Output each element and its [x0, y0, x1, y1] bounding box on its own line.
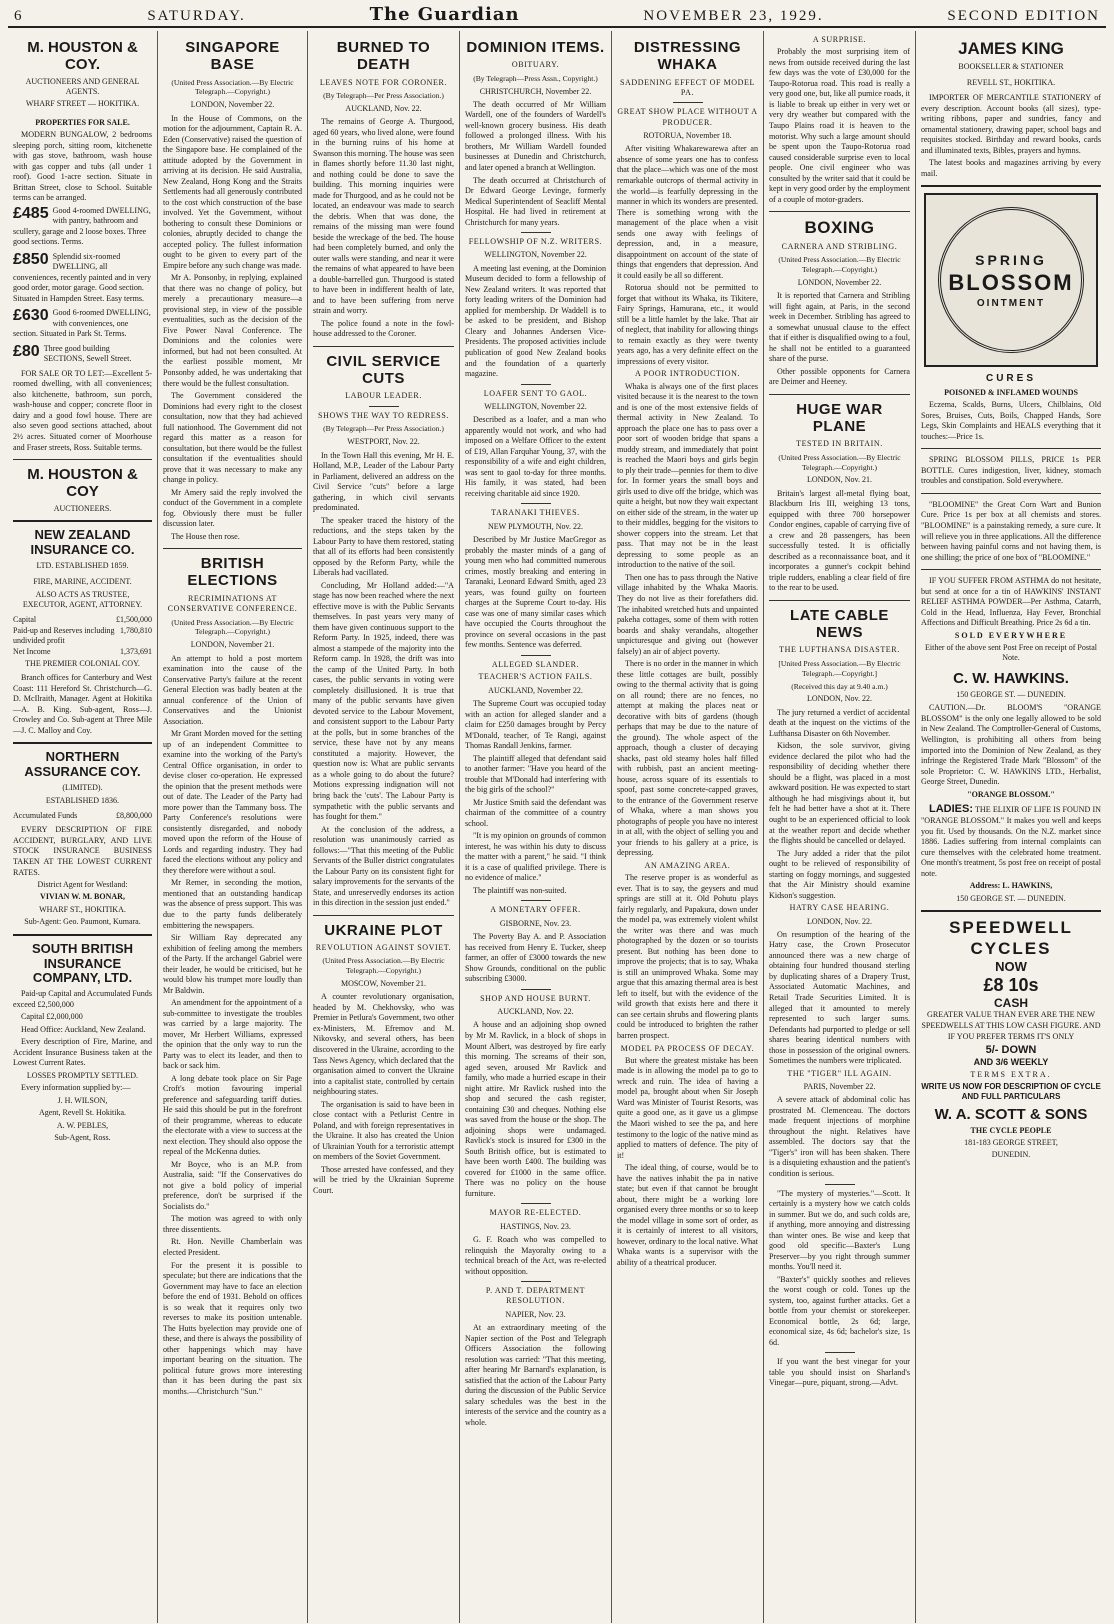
divider	[769, 211, 910, 212]
hatry-subhead: HATRY CASE HEARING.	[789, 903, 890, 913]
whaka-p2: Rotorua should not be permitted to forget that without its Whaka, its Tikitere, Fairy Springs, Hamurana, etc., it would still be a little hamlet by the lake. That air of neglect, that inability for allowing things to remain exactly as they were twenty years ago, has a very definite effect on the impressions of every visitor.	[617, 283, 758, 366]
singapore-headline: SINGAPORE BASE	[185, 39, 280, 74]
plane-credit: (United Press Association.—By Electric Telegraph.—Copyright.)	[778, 452, 901, 472]
bonar-name: VIVIAN W. M. BONAR,	[40, 892, 125, 902]
mayor-p1: G. F. Roach who was compelled to relinquish the Mayoralty owing to a technical breach of the Act, was re-elected without opposition.	[465, 1235, 606, 1276]
column-1	[8, 31, 158, 1623]
divider	[369, 406, 399, 407]
ukraine-p1: A counter revolutionary organisation, headed by M. Chekhovsky, who was Premier in Petlura's Government, two other ex-Ministers, M. Efremov and M. Nikovsky, and several others, has been discovered in the Ukraine, according to the Tass News Agency, which declared that the organisation aimed to convert the Ukraine into a capitalist state, controlled by certain neighbouring states.	[313, 992, 454, 1097]
singapore-dateline: LONDON, November 22.	[190, 100, 275, 110]
divider	[521, 900, 551, 901]
either-line: Either of the above sent Post Free on receipt of Postal Note.	[925, 643, 1097, 663]
obituary-p2: The death occurred at Christchurch of Dr Edward George Levinge, formerly Medical Superintendent of Seacliff Mental Hospital. He had lived in retirement at Christchurch for many years.	[465, 175, 606, 227]
hatry-dateline: LONDON, Nov. 22.	[806, 916, 873, 926]
slander-p5: The plaintiff was non-suited.	[473, 885, 567, 895]
nzi-acts: ALSO ACTS AS TRUSTEE, EXECUTOR, AGENT, ATTORNEY.	[22, 589, 143, 609]
property-4: £630 Good 6-roomed DWELLING, with conveniences, one section. Situated in Park St. Terms.	[13, 307, 151, 339]
sbi-title: SOUTH BRITISH INSURANCE COMPANY, LTD.	[31, 940, 134, 986]
pt-p1: At an extraordinary meeting of the Napier section of the Post and Telegraph Officers Association the following resolution was carried: "That this meeting, after hearing Mr Barnard's explanation, is satisfied that the action of the Labour Party during the discussion of the Public Service salary schedules was the best in the interests of the service and the country as a whole.	[465, 1323, 606, 1427]
british-p10: For the present it is possible to speculate; but there are indications that the Government may have to face an election before the end of 1931. Behold on offices is so weak that it requires only two reverses to make its position untenable. The Hutts byelection may provide one of these, and there is always the possibility of other happenings which may have important bearing on the situation. The political future grows more interesting than it has been during the past six months.—Christchurch "Sun."	[163, 1260, 302, 1396]
divider	[921, 185, 1101, 187]
loafer-subhead: LOAFER SENT TO GAOL.	[483, 388, 588, 398]
ukraine-subhead: REVOLUTION AGAINST SOVIET.	[315, 942, 452, 952]
masthead	[8, 4, 1106, 28]
whaka-p1: After visiting Whakarewarewa after an absence of some years one has to confess that the place—which was one of the most remarkable outcrops of thermal activity in the world—is fearfully depressing in the manner in which its wonders are presented. There is something wrong with the management of the place when a visit sends one away with feelings of depression, and, in a measure, disappointment on account of the state of things that engenders that depression. And it could easily be all so different.	[617, 144, 758, 280]
property-1: MODERN BUNGALOW, 2 bedrooms sleeping porch, sitting room, kitchenette with gas stove, bathroom, wash house with gas copper and tubs (all under 1 roof). Good 1-acre section. Situate in Brittan Street, close to School. Suitable terms can be arranged.	[13, 130, 152, 203]
wilson-address: Agent, Revell St. Hokitika.	[38, 1108, 127, 1118]
civil-p4: At the conclusion of the address, a resolution was unanimously carried as follows:—"That this meeting of the Public Servants of the Buller district congratulates the Labour Party on its consistent fight for salary improvements for the servants of the State, and unreservedly endorses its action in this direction in the session just ended."	[313, 824, 454, 908]
cures-text: Eczema, Scalds, Burns, Ulcers, Chilblains, Old Sores, Bruises, Cuts, Boils, Chapped Hands, Sore Legs, Skin Complaints and HEALS everything that it touches:—Price 1s.	[921, 400, 1101, 441]
northern-est: ESTABLISHED 1836.	[45, 795, 120, 805]
divider	[521, 989, 551, 990]
divider	[163, 548, 302, 549]
scott-sub: THE CYCLE PEOPLE	[970, 1125, 1052, 1135]
ukraine-headline: UKRAINE PLOT	[324, 921, 443, 939]
address-line: Address: L. HAWKINS,	[969, 881, 1053, 891]
cures-heading: CURES	[985, 373, 1036, 385]
obituary-p1: The death occurred of Mr William Wardell, one of the founders of Wardell's well-known grocery business. His death followed a prolonged illness. With his brothers, Mr William Wardell founded businesses at Dunedin and Christchurch, and later opened a branch at Wellington.	[465, 99, 606, 172]
net-row: Net Income 1,373,691	[13, 646, 152, 656]
divider	[769, 394, 910, 395]
mayor-dateline: HASTINGS, Nov. 23.	[500, 1221, 571, 1231]
plane-p1: Britain's largest all-metal flying boat, Blackburn Iris III, weighing 13 tons, equipped with three 700 horsepower Condor engines, capable of carrying five of a crew and 28 passengers, has been successfully tested. It is officially described as a reconnaissance boat, and it incorporates a gunner's cockpit behind triple rudders, enabling a clear field of fire to the rear to be used.	[769, 488, 910, 593]
page-number: 6	[14, 8, 24, 24]
divider	[521, 1203, 551, 1204]
taranaki-p1: Described by Mr Justice MacGregor as probably the master minds of a gang of young men who had committed numerous crimes, mostly breaking and entering in Taranaki, Leonard Edward Smith, aged 23 years, was found guilty on fourteen charges at the Supreme Court to-day. His case was one of many similar cases which have occupied the Courts throughout the province on several occasions in the past few months. Sentence was deferred.	[465, 535, 606, 650]
boxing-p2: Other possible opponents for Carnera are Deimer and Heeney.	[769, 366, 910, 387]
whaka-p3: Whaka is always one of the first places visited because it is the nearest to the town and is one of the most extensive fields of thermal activity in New Zealand. To approach the place one has to pass over a poor sort of wooden bridge that spans a muddy stream, and immediately that point is reached the Maori boys and girls begin to ply their trade—pennies for them to dive for. In former years the small boys and girls used to dive off the bridge, which was quite a height, but now they wait expectant on either side of the stream, in the water up to their middles, begging for the visitors to shower coppers into the stream. Let that pass. That may not be in the least depressing to some people as an introduction to the native of the soil.	[617, 381, 758, 570]
northern-title: NORTHERN ASSURANCE COY.	[24, 749, 141, 780]
divider	[521, 655, 551, 656]
boxing-credit: (United Press Association.—By Electric Telegraph.—Copyright.)	[778, 255, 901, 274]
spring-blossom-seal-image	[924, 193, 1098, 367]
tiger-dateline: PARIS, November 22.	[803, 1081, 876, 1091]
ukraine-dateline: MOSCOW, November 21.	[340, 979, 427, 989]
obituary-dateline: CHRISTCHURCH, November 22.	[479, 86, 592, 96]
orange-blossom-heading: "ORANGE BLOSSOM."	[967, 789, 1055, 799]
houston2-title: M. HOUSTON & COY	[27, 466, 138, 501]
boxing-dateline: LONDON, November 22.	[797, 277, 882, 287]
divider	[673, 102, 703, 103]
cable-headline: LATE CABLE NEWS	[790, 606, 889, 642]
british-subhead: RECRIMINATIONS AT CONSERVATIVE CONFERENCE.	[167, 593, 298, 614]
slander-subhead-1: ALLEGED SLANDER.	[491, 659, 580, 669]
branch-text: Branch offices for Canterbury and West Coast: 111 Hereford St. Christchurch—G. D. McIlraith, Manager. Agent at Hokitika—A. B. King. Sub-agent, Ross—J. Crowley and Co. Sub-agent at Three Mile—J. C. Malloy and Coy.	[13, 673, 152, 735]
british-headline: BRITISH ELECTIONS	[187, 555, 278, 590]
slander-dateline: AUCKLAND, November 22.	[488, 685, 583, 695]
speedwell-cycles: CYCLES	[970, 938, 1052, 958]
speedwell-write: WRITE US NOW FOR DESCRIPTION OF CYCLE AND FULL PARTICULARS	[921, 1082, 1101, 1101]
fellowship-dateline: WELLINGTON, November 22.	[484, 250, 587, 260]
divider	[521, 1281, 551, 1282]
sbi-paid: Paid-up Capital and Accumulated Funds exceed £2,500,000	[13, 989, 152, 1009]
slander-p2: The plaintiff alleged that defendant said to another farmer: "Have you heard of the trouble that M'Donald had interfering with the big girls of the school?"	[465, 753, 606, 795]
column-6	[764, 31, 916, 1623]
plane-subhead: TESTED IN BRITAIN.	[796, 439, 883, 449]
king-title: JAMES KING	[958, 39, 1064, 58]
whaka-p5: There is no order in the manner in which these little cottages are built, possibly owing to the thermal activity that is going on all round; there are no fences, no attempt at making the places neat or decorative with bits of gardens (though perhaps that may be due to the nature of the ground). The whole aspect of the approach, though a cluster of decaying shacks, past old steamy holes half filled with rubbish, past an ancient meeting-house, across square of its essentials to spoof, past some concrete-capped graves, to the entrance of the Government reserve of Whaka, where a man shows you photographs of people you have no interest in at all, with the object of selling you and your friends to his gallery at a price, is depressing.	[617, 659, 758, 858]
column-2	[158, 31, 308, 1623]
civil-p2: The speaker traced the history of the reductions, and the steps taken by the Labour Party to have them restored, stating that all of its efforts had been consistently opposed by the Reform Party, while the Liberals had vacillated.	[313, 515, 454, 578]
british-p7: Mr Boyce, who is an M.P. from Australia, said: "If the Conservatives do not give a bold policy of imperial preference, don't be surprised if the Socialists do."	[163, 1159, 302, 1211]
divider	[521, 232, 551, 233]
northern-desc: EVERY DESCRIPTION OF FIRE ACCIDENT, BURGLARY, AND LIVE STOCK INSURANCE BUSINESS TAKEN AT THE LOWEST CURRENT RATES.	[13, 825, 152, 877]
divider	[825, 1352, 855, 1353]
taranaki-subhead: TARANAKI THIEVES.	[491, 508, 580, 518]
column-4	[460, 31, 612, 1623]
plane-headline: HUGE WAR PLANE	[796, 400, 883, 436]
peebles-name: A. W. PEBLES,	[56, 1120, 109, 1130]
obituary-credit: (By Telegraph—Press Assn., Copyright.)	[473, 73, 598, 83]
lufthansa-credit: [United Press Association.—By Electric Telegraph.—Copyright.]	[778, 658, 901, 678]
slander-p1: The Supreme Court was occupied today with an action for alleged slander and a claim for £250 damages brought by Percy M'Donald, teacher, of Te Rangi, against Thomas Randall Jenkins, farmer.	[465, 699, 606, 751]
shop-dateline: AUCKLAND, Nov. 22.	[497, 1007, 574, 1017]
speedwell-cash: CASH	[993, 996, 1028, 1011]
singapore-p3: The Government considered the Dominions had every right to the closest consultation, now that they had achieved full nationhood. The Government did not regard this matter as a reason for consultation, but there would be the fullest consultation if the eventualities should prove that it was necessary to make any change in policy.	[163, 391, 302, 485]
british-p9: Rt. Hon. Neville Chamberlain was elected President.	[163, 1237, 302, 1257]
sbi-desc: Every description of Fire, Marine, and Accident Insurance Business taken at the Lowest Current Rates.	[13, 1037, 152, 1068]
singapore-credit: (United Press Association.—By Electric Telegraph.—Copyright.)	[171, 77, 294, 97]
amazing-subhead: AN AMAZING AREA.	[644, 860, 731, 870]
ukraine-p3: Those arrested have confessed, and they will be tried by the Ukrainian Supreme Court.	[313, 1164, 454, 1195]
capital-row: Capital £1,500,000	[13, 615, 152, 625]
king-p1: IMPORTER OF MERCANTILE STATIONERY of every description. Account books (all sizes), type-writing ribbons, paper and sundries, fancy and ornamental stationery, drawing paper, school bags and requisites stocked. Birthday and reward books, cards and illuminated texts, Bibles, prayers and hymns.	[921, 93, 1101, 155]
divider	[921, 569, 1101, 570]
whaka-headline: DISTRESSING WHAKA	[633, 39, 742, 74]
divider	[521, 503, 551, 504]
lufthansa-dateline: LONDON, Nov. 22.	[806, 694, 873, 704]
column-7	[916, 31, 1106, 1623]
divider	[313, 346, 454, 347]
boxing-subhead: CARNERA AND STRIBLING.	[781, 241, 898, 251]
caution-text: CAUTION.—Dr. BLOOM'S "ORANGE BLOSSOM" is the only one legally allowed to be sold in New Zealand. The Comptroller-General of Customs, Wellington, is prohibiting all others from being imported into the Dominion of New Zealand, as they infringe the Registered Trade Mark "Blossom" of the sole Proprietor: C. W. HAWKINS LTD., Herbalist, George Street, Dunedin.	[921, 703, 1101, 787]
masthead-title: The Guardian	[369, 4, 520, 25]
property-2: £485 Good 4-roomed DWELLING, with pantry, bathroom and scullery, garage and 2 loose boxes. Three good sections. Terms.	[13, 204, 151, 247]
british-credit: (United Press Association.—By Electric Telegraph.—Copyright.)	[171, 617, 294, 637]
surprise-p1: Probably the most surprising item of news from outside received during the last few days was the vote of £30,000 for the Taupo-Rotorua road. This road is really a very good one, but, like all pumice roads, it is liable to break up either in very wet or very dry weather but compared with the Taupo Plains road it is heaven to the motorist. Why such a large amount should be spent upon the Taupo-Rotorua road caused considerable surprise even to local people. One civil engineer who was consulted by the writer said that it could be kept in very good order by the employment of a couple of motor-graders.	[769, 47, 910, 204]
hawkins-title: C. W. HAWKINS.	[953, 669, 1069, 687]
district-line: District Agent for Westland:	[37, 880, 128, 890]
slander-p4: "It is my opinion on grounds of common interest, he was within his duty to discuss the matter with a parent," he said. "I think it is a case of qualified privilege. There is no evidence of malice."	[465, 831, 606, 883]
civil-subhead-2: SHOWS THE WAY TO REDRESS.	[318, 410, 449, 420]
bloomine-text: "BLOOMINE" the Great Corn Wart and Bunion Cure. Price 1s per box at all chemists and stores. "BLOOMINE" is a painstaking remedy, a sure cure. It will relieve you in three applications. All the difference between having painful corns and not having them, is one shilling; the price of one box of "BLOOMINE."	[921, 499, 1101, 562]
whaka-subhead-1: SADDENING EFFECT OF MODEL PA.	[619, 77, 756, 97]
lufthansa-received: (Received this day at 9.40 a.m.)	[791, 681, 888, 691]
tiger-subhead: THE "TIGER" ILL AGAIN.	[787, 1068, 892, 1078]
houston-title: M. HOUSTON & COY.	[27, 39, 138, 74]
singapore-p4: Mr Amery said the reply involved the conduct of the Government in a complete fog. Obviously there must be fuller discussion later.	[163, 487, 302, 529]
premier-line: THE PREMIER COLONIAL COY.	[25, 658, 140, 668]
properties-heading: PROPERTIES FOR SALE.	[35, 117, 130, 127]
civil-p3: Concluding, Mr Holland added:—"A stage has now been reached where the next effective move is with the Public Servants themselves. In past years very many of them have given continuous support to the Reform Party. In 1925, indeed, there was almost a stampede of the majority into the Reform camp. In 1928, the drift was into the camp of the United Party. In both cases, the public servants in voting were completely disillusioned. It is true that many of the public servants have given devoted service to the Labour Movement, and consistent support to the Labour Party at the polls, but in some branches of the service, these have not by any means constituted a majority. However, the question now is: What are public servants as a whole going to do about the future? Motions expressing indignation will not bring back the 'cuts'. The Labour Party is sympathetic with the public servants and has fought for them."	[313, 580, 454, 822]
scott-address: 181-183 GEORGE STREET,	[964, 1137, 1058, 1147]
burned-dateline: AUCKLAND, Nov. 22.	[345, 103, 422, 113]
king-p2: The latest books and magazines arriving by every mail.	[921, 158, 1101, 178]
singapore-p1: In the House of Commons, on the motion for the adjournment, Captain R. A. Eden (Conservative) raised the question of the Singapore base. He complained of the attitude adopted by the Government in arriving at its decision. He said Australia, New Zealand, Hong Kong and the Straits Settlements had all generously contributed to the cost which construction of the base involved. Yet the Government, without bothering to consult these Dominions or colonies, abruptly decided to change the accepted policy. The fullest information ought to be given to every part of the Empire before any such change was made.	[163, 113, 302, 270]
property-let: FOR SALE OR TO LET:—Excellent 5-roomed dwelling, with all conveniences; also kitchenette, bathroom, sun porch, wash-house and copper; concrete floor in dairy and a good fowl house. There are also seven good sections attached, about 2½ acres. Situated corner of Moorhouse and Fraser streets, Ross. Suitable terms.	[13, 368, 152, 452]
houston-sub: AUCTIONEERS AND GENERAL AGENTS.	[25, 76, 140, 96]
divider	[921, 493, 1101, 494]
burned-credit: (By Telegraph—Per Press Association.)	[323, 90, 444, 100]
masthead-day: SATURDAY.	[147, 8, 246, 24]
british-p6: A long debate took place on Sir Page Croft's motion favouring imperial preference and safeguarding tariff duties. He said this should be put in the forefront of their programme, whereas to educate the electorate with a view to success at the next election. They should also oppose the repeal of the McKenna duties.	[163, 1073, 302, 1157]
divider	[313, 915, 454, 916]
sbi-info: Every information supplied by:—	[21, 1083, 131, 1093]
houston2-sub: AUCTIONEERS.	[53, 503, 112, 513]
sbi-losses: LOSSES PROMPTLY SETTLED.	[26, 1071, 139, 1080]
divider	[521, 384, 551, 385]
nzi-kinds: FIRE, MARINE, ACCIDENT.	[33, 577, 132, 587]
loafer-p1: Described as a loafer, and a man who apparently would not work, and who had imposed on a Welfare Officer to the extent of £19, Allan Farquhar Young, 37, with the responsibility of a wife and eight children, was sent to gaol to-day for three months. His family, it was stated, had been receiving charitable aid since 1920.	[465, 415, 606, 498]
boxing-headline: BOXING	[804, 218, 875, 238]
british-p3: Mr Remer, in seconding the motion, mentioned that an outstanding handicap was the absence of press support. This was due to the party funds deliberately embittering the newspapers.	[163, 878, 302, 930]
shop-p1: A house and an adjoining shop owned by Mr M. Ravlick, in a block of shops in Mount Albert, was destroyed by fire early this morning. The screams of their son, aged seven, aroused Mr Ravlick and family, who made a hurried escape in their night attire. Mr Ravlick rushed into the shop and secured the cash register, containing £30 and cheques. Nothing else was saved from the house or the shop. The adjoining shops were undamaged. Ravlick's stock is insured for £300 in the South British office, but is estimated to have been worth £400. The building was covered for £1000 in the same office. There was no policy on the house furniture.	[465, 1020, 606, 1198]
mystery-p1: "The mystery of mysteries."—Scott. It certainly is a mystery how we catch colds in summer. But we do, and such colds are, if anything, more annoying and distressing than winter ones. Be wise and keep that good old specific—Baxter's Lung Preserver—by you right through summer months. You'll need it.	[769, 1188, 910, 1272]
british-p4: Sir William Ray deprecated any exhibition of feeling among the members of the Party. If the archangel Gabriel were their leader, he would be criticised, but he would blow his trumpet more loudly than Mr Baldwin.	[163, 933, 302, 995]
divider	[825, 1184, 855, 1185]
divider	[921, 910, 1101, 912]
sold-everywhere: SOLD EVERYWHERE	[954, 630, 1068, 640]
civil-credit: (By Telegraph—Per Press Association.)	[323, 424, 444, 434]
british-p8: The motion was agreed to with only three dissentients.	[163, 1214, 302, 1234]
mayor-subhead: MAYOR RE-ELECTED.	[489, 1208, 582, 1218]
lufthansa-p1: The jury returned a verdict of accidental death at the inquest on the victims of the Lufthansa Disaster on 6th November.	[769, 707, 910, 738]
whaka-p7: But where the greatest mistake has been made is in allowing the model pa to go to wreck and ruin. The idea of having a model pa, brought about when Sir Joseph Ward was Minister of Tourist Resorts, was quite a good one, as it gave us a glimpse the Maori wished to see the pa, and here testimony to the logic of the native mind as applied to matters of defence. The pity of it!	[617, 1055, 758, 1160]
bonar-address: WHARF ST., HOKITIKA.	[39, 904, 126, 914]
british-p1: An attempt to hold a post mortem examination into the cause of the Conservative Party's failure at the recent General Election was badly beaten at the annual conference of the Union of Conservatives and the Unionist Association.	[163, 653, 302, 726]
scott-title: W. A. SCOTT & SONS	[934, 1105, 1088, 1123]
fellowship-p1: A meeting last evening, at the Dominion Museum decided to form a fellowship of New Zealand writers. It was reported that forty leading writers of the Dominion had applied for membership. Dr Waddell is to be asked to be president, and Bishop Cleary and Johannes Andersen Vice-Presidents. The proposed activities include publication of good New Zealand books and the foundation of a quarterly magazine.	[465, 263, 606, 379]
singapore-p5: The House then rose.	[171, 531, 240, 541]
vinegar-p: If you want the best vinegar for your table you should insist on Sharland's Vinegar—pure, piquant, strong.—Advt.	[769, 1357, 910, 1388]
plane-dateline: LONDON, Nov. 21.	[806, 475, 873, 485]
obituary-subhead: OBITUARY.	[511, 60, 560, 70]
model-subhead: MODEL PA PROCESS OF DECAY.	[620, 1043, 755, 1053]
boxing-p1: It is reported that Carnera and Stribling will fight again, at Paris, in the second week in December. Stribling has agreed to a somewhat unusual clause to the effect that if either is disqualified owing to a foul, he shall not be entitled to a guaranteed share of the purse.	[769, 291, 910, 364]
singapore-p2: Mr A. Ponsonby, in replying, explained that there was no change of policy, but merely a precautionary measure—a provisional step, in view of the possible eventualities, such as the decision of the Five Power Naval Conference. The Dominions and the colonies were informed, but had not been consulted. At the earliest possible moment, Mr Ponsonby added, he was undertaking that there would be the fullest consultation.	[163, 273, 302, 388]
hawkins2-address: 150 GEORGE ST. — DUNEDIN.	[956, 893, 1066, 903]
pt-subhead: P. AND T. DEPARTMENT RESOLUTION.	[485, 1286, 586, 1306]
shop-subhead: SHOP AND HOUSE BURNT.	[480, 993, 591, 1003]
monetary-dateline: GISBORNE, Nov. 23.	[499, 918, 572, 928]
masthead-edition: SECOND EDITION	[947, 8, 1100, 24]
northern-sub: (LIMITED).	[62, 783, 103, 793]
civil-dateline: WESTPORT, Nov. 22.	[347, 437, 420, 447]
lufthansa-subhead: THE LUFTHANSA DISASTER.	[779, 645, 900, 655]
king-address: REVELL ST., HOKITIKA.	[966, 77, 1056, 87]
speedwell-price: £8 10s	[983, 974, 1039, 995]
peebles-address: Sub-Agent, Ross.	[54, 1133, 111, 1143]
speedwell-text: GREATER VALUE THAN EVER ARE THE NEW SPEEDWELLS AT THIS LOW CASH FIGURE. AND IF YOU PREFER TERMS IT'S ONLY	[921, 1010, 1101, 1041]
burned-p1: The remains of George A. Thurgood, aged 60 years, who lived alone, were found in the burning ruins of his home at Swanson this morning. The house was seen in flames shortly before 11.30 last night, and nothing could be done to save the building. This morning inquiries were made for Thurgood, and as he could not be located, an endeavour was made to search the debris. When that was done, the remains of the missing man were found beside the wreckage of the bed. The house had been completely burned, and only the outer walls were standing, and near it were the remains of what appeared to have been a double-barrelled gun. Thurgood is stated to have been in indifferent health of late, and to have been suffering from nerve strain and worry.	[313, 117, 454, 316]
taranaki-dateline: NEW PLYMOUTH, Nov. 22.	[488, 521, 583, 531]
hawkins-address: 150 GEORGE ST. — DUNEDIN.	[956, 690, 1066, 700]
fellowship-subhead: FELLOWSHIP OF N.Z. WRITERS.	[468, 237, 603, 247]
whaka-p8: The ideal thing, of course, would be to have the natives inhabit the pa in native state; but even if that cannot be brought about, there might be a working lore organised every three months or so to keep the model village in some sort of order, as it is certainly of interest to all visitors, however, ordinary to the local native. What Whaka wants is a supervisor with the ability of a theatrical producer.	[617, 1163, 758, 1267]
slander-p3: Mr Justice Smith said the defendant was chairman of the committee of a country school.	[465, 797, 606, 828]
civil-headline: CIVIL SERVICE CUTS	[326, 352, 441, 388]
surprise-subhead: A SURPRISE.	[812, 35, 867, 44]
british-dateline: LONDON, November 21.	[190, 640, 275, 650]
lufthansa-p2: Kidson, the sole survivor, giving evidence declared the pilot who had the responsibility of deciding whether there should be a flight, was placed in a most awkward position. He was expected to start although he had misgivings about it, but felt he had better have a shot at it. There ought to be an experienced official to look at the weather report and decide whether the flights should be cancelled or delayed.	[769, 741, 910, 846]
lufthansa-p3: The Jury added a rider that the pilot ought to be relieved of responsibility of starting on foggy mornings, and suggested that the Air Ministry should examine Kidson's suggestion.	[769, 848, 910, 900]
nzi-sub: LTD. ESTABLISHED 1859.	[36, 560, 129, 570]
divider	[769, 600, 910, 601]
burned-p2: The police found a note in the fowl-house addressed to the Coroner.	[313, 318, 454, 339]
speedwell-title: SPEEDWELL	[949, 918, 1073, 938]
whaka-subhead-2: GREAT SHOW PLACE WITHOUT A PRODUCER.	[617, 107, 758, 127]
houston-address: WHARF STREET — HOKITIKA.	[25, 99, 140, 109]
speedwell-now: NOW	[995, 958, 1027, 974]
loafer-dateline: WELLINGTON, November 22.	[484, 401, 587, 411]
bonar-sub: Sub-Agent: Geo. Paumont, Kumara.	[24, 917, 141, 927]
speedwell-terms: TERMS EXTRA.	[970, 1070, 1052, 1080]
cures-sub: POISONED & INFLAMED WOUNDS	[944, 387, 1078, 397]
sbi-capital: Capital £2,000,000	[21, 1012, 83, 1022]
british-p5: An amendment for the appointment of a sub-committee to investigate the troubles was carried by a large majority. The mover, Mr Herbert Williams, expressed the opinion that the only way to run the Party was to elect its leader, and then to back or sack him.	[163, 998, 302, 1071]
burned-headline: BURNED TO DEATH	[336, 39, 431, 74]
divider	[921, 448, 1101, 449]
king-sub: BOOKSELLER & STATIONER	[958, 61, 1064, 71]
property-5: £80 Three good building SECTIONS, Sewell Street.	[13, 342, 132, 364]
nzi-title: NEW ZEALAND INSURANCE CO.	[30, 526, 135, 557]
ukraine-credit: (United Press Association.—By Electric Telegraph.—Copyright.)	[322, 956, 445, 976]
whaka-dateline: ROTORUA, November 18.	[643, 131, 732, 141]
burned-subhead: LEAVES NOTE FOR CORONER.	[319, 77, 448, 87]
tiger-p1: A severe attack of abdominal colic has prostrated M. Clemenceau. The doctors made frequent injections of morphine throughout the night. Relatives have assembled. The doctors say that the "Tiger's" iron will has been shaken. There is a disquieting exhaustion and the patient's condition is serious.	[769, 1095, 910, 1178]
divider	[13, 459, 152, 460]
whaka-p4: Then one has to pass through the Native village inhabited by the Whaka Maoris. They do not live as their forefathers did. The inhabited wretched huts and unpainted pakeha cottages, some of them with rotten boards and shaky verandahs, altogether unpicturesque and giving out (however falsely) an air of abject poverty.	[617, 572, 758, 656]
ladies-text: LADIES: THE ELIXIR OF LIFE IS FOUND IN "ORANGE BLOSSOM." It makes you well and keeps you fit. Used by thousands. On the N.Z. market since 1886. Ladies suffering from internal complaints can cure themselves with the celebrated home treatment. One month's treatment, 5s post free on receipt of postal note.	[921, 802, 1101, 878]
hatry-p1: On resumption of the hearing of the Hatry case, the Crown Prosecutor announced there was a new charge of obtaining four hundred thousand sterling by duplicating shares of a Drapery Trust, Associated Automatic Machines, and Retail Trade Securities Limited. It is alleged that it amounted to merely represented to such larger sums. Defendants had purported to pledge or sell shares bearing identical numbers with those in possession of the original owners. Sometimes the numbers were triplicated.	[769, 929, 910, 1066]
ukraine-p2: The organisation is said to have been in close contact with a Petlurist Centre in Poland, and with foreign representatives in the Ukraine. It also has created the Union of Ukrainian Youth for a terroristic attempt on members of the Soviet Government.	[313, 1099, 454, 1162]
slander-subhead-2: TEACHER'S ACTION FAILS.	[478, 672, 593, 682]
speedwell-down: 5/- DOWN	[985, 1044, 1037, 1057]
poor-subhead: A POOR INTRODUCTION.	[634, 369, 741, 379]
civil-subhead-1: LABOUR LEADER.	[345, 391, 422, 401]
monetary-p1: The Poverty Bay A. and P. Association has received from Henry E. Tucker, sheep farmer, an offer of £3000 towards the new Show Grounds, conditional on the public subscribing £3000.	[465, 932, 606, 984]
column-3	[308, 31, 460, 1623]
pills-text: SPRING BLOSSOM PILLS, PRICE 1s PER BOTTLE. Cures indigestion, liver, kidney, stomach troubles and constipation. Sold everywhere.	[921, 455, 1101, 486]
column-5	[612, 31, 764, 1623]
accum-row: Accumulated Funds £8,800,000	[13, 811, 152, 821]
masthead-date: NOVEMBER 23, 1929.	[643, 8, 824, 24]
property-3: £850 Splendid six-roomed DWELLING, all conveniences, recently painted and in very good order, motor garage. Good section. Situated in Hampden Street. Easy terms.	[13, 250, 151, 303]
wilson-name: J. H. WILSON,	[57, 1095, 108, 1105]
sbi-office: Head Office: Auckland, New Zealand.	[21, 1024, 146, 1034]
divider	[13, 934, 152, 936]
monetary-subhead: A MONETARY OFFER.	[490, 905, 581, 915]
british-p2: Mr Grant Morden moved for the setting up of an independent Committee to examine into the working of the Party's Central Office organisation, in order to devise closer co-operation. He expressed the opinion that the present methods were out of date. The Leader of the Party had more power than the Tammany boss. The Party Conference's resolutions were consistently disregarded, and nobody moved upon the reform of the House of Lords and regarding industry. They had faced the elections without any policy and they therefore were without a soul.	[163, 729, 302, 875]
dominion-headline: DOMINION ITEMS.	[466, 39, 605, 56]
paidup-row: Paid-up and Reserves including undivided profit 1,780,810	[13, 625, 152, 646]
whaka-p6: The reserve proper is as wonderful as ever. That is to say, the geysers and mud springs are still at it. Old Pohutu plays fairly regularly, and Papakura, down under the model pa, was extremely violent whilst the writer was there and was much photographed by the dozen or so tourists present. But nothing has been done to improve the projects; that is to say, Whaka is still an unimproved Whaka. Some may argue that this amazing thermal area is best left to itself, but with the evidence of the wild growth that exists here and there it can see certain shrubs and flowering plants could be introduced to brighten the rather barren prospect.	[617, 873, 758, 1040]
scott-city: DUNEDIN.	[991, 1150, 1031, 1160]
mystery-p2: "Baxter's" quickly soothes and relieves the worst cough or cold. Tones up the system, too, against further attacks. Get a bottle from your chemist or storekeeper. Economical bottle, 2s 6d; large, economical size, 4s 6d; bachelor's size, 1s 6d.	[769, 1274, 910, 1347]
divider	[13, 520, 152, 522]
pt-dateline: NAPIER, Nov. 23.	[505, 1309, 566, 1319]
civil-p1: In the Town Hall this evening, Mr H. E. Holland, M.P., Leader of the Labour Party in Parliament, delivered an address on the Civil Service "cuts" before a large gathering, in which civil servants predominated.	[313, 450, 454, 513]
columns	[8, 31, 1106, 1623]
asthma-text: IF YOU SUFFER FROM ASTHMA do not hesitate, but send at once for a tin of HAWKINS' INSTANT RELIEF ASTHMA POWDER—Per Asthma, Catarrh, Cold in the Head, Influenza, Hay Fever, Bronchial Affections and Difficult Breathing. Price 2s 6d a tin.	[921, 576, 1101, 628]
speedwell-weekly: AND 3/6 WEEKLY	[973, 1057, 1049, 1068]
seal-emblem-icon: SPRING BLOSSOM OINTMENT	[938, 207, 1084, 353]
divider	[13, 742, 152, 744]
